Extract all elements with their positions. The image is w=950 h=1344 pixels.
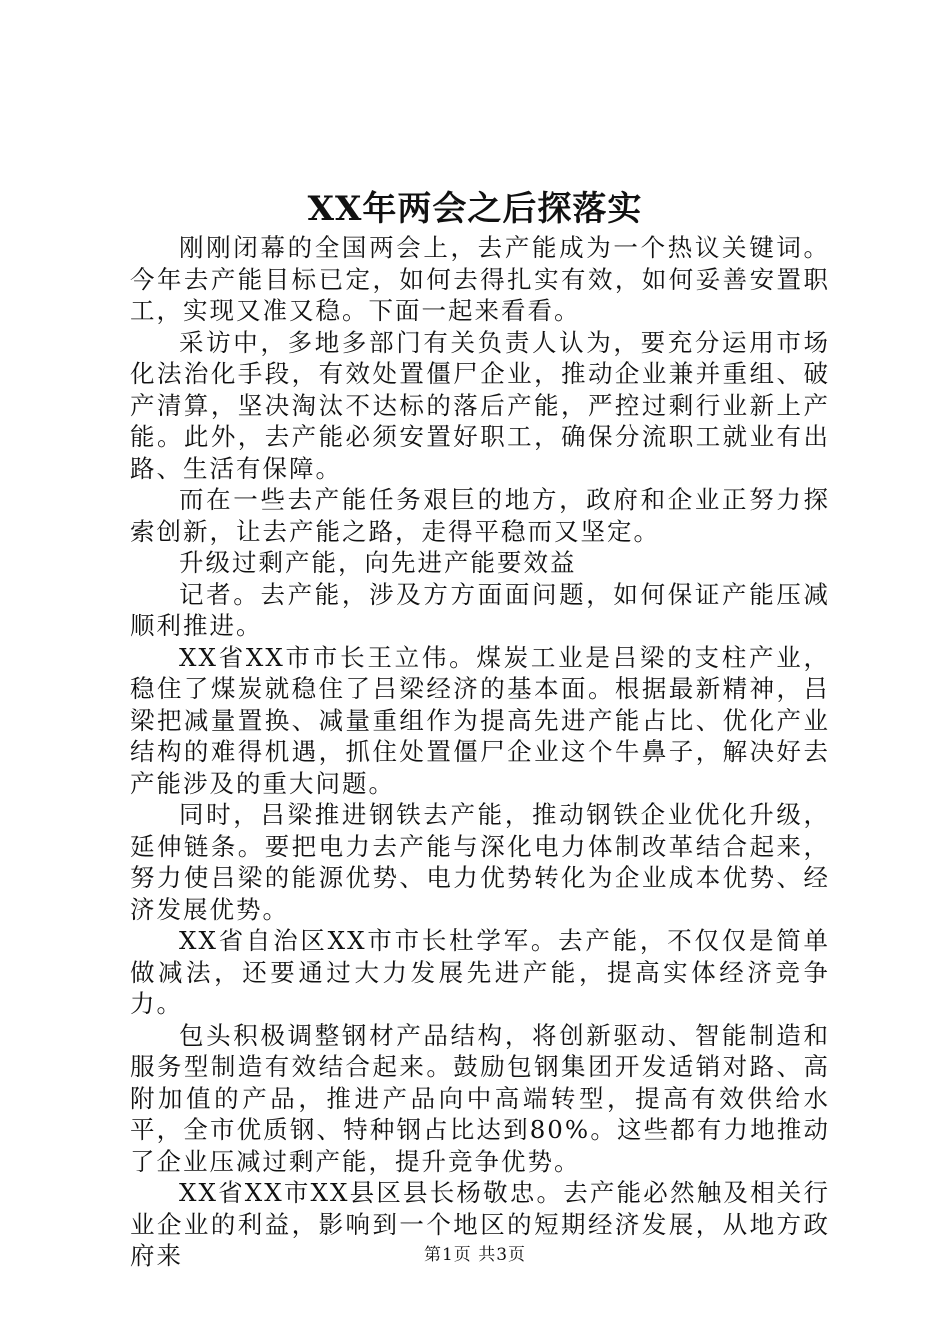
paragraph: 记者。去产能，涉及方方面面问题，如何保证产能压减顺利推进。 [130,579,830,640]
paragraph: XX省XX市XX县区县长杨敬忠。去产能必然触及相关行业企业的利益，影响到一个地区的短期经济发展，从地方政府来 [130,1178,830,1270]
paragraph: 采访中，多地多部门有关负责人认为，要充分运用市场化法治化手段，有效处置僵尸企业，推动企业兼并重组、破产清算，坚决淘汰不达标的落后产能，严控过剩行业新上产能。此外，去产能必须安置好职工，确保分流职工就业有出路、生活有保障。 [130,327,830,483]
document-title: XX年两会之后探落实 [307,189,643,229]
paragraph: 包头积极调整钢材产品结构，将创新驱动、智能制造和服务型制造有效结合起来。鼓励包钢集团开发适销对路、高附加值的产品，推进产品向中高端转型，提高有效供给水平，全市优质钢、特种钢占比达到80%。这些都有力地推动了企业压减过剩产能，提升竞争优势。 [130,1020,830,1176]
paragraph: XX省XX市市长王立伟。煤炭工业是吕梁的支柱产业，稳住了煤炭就稳住了吕梁经济的基本面。根据最新精神，吕梁把减量置换、减量重组作为提高先进产能占比、优化产业结构的难得机遇，抓住处置僵尸企业这个牛鼻子，解决好去产能涉及的重大问题。 [130,642,830,798]
paragraph: 同时，吕梁推进钢铁去产能，推动钢铁企业优化升级，延伸链条。要把电力去产能与深化电力体制改革结合起来，努力使吕梁的能源优势、电力优势转化为企业成本优势、经济发展优势。 [130,800,830,924]
page-footer: 第1页 共3页 [423,1245,527,1265]
document-body [130,232,830,1272]
section-heading: 升级过剩产能，向先进产能要效益 [179,548,577,577]
paragraph: 刚刚闭幕的全国两会上，去产能成为一个热议关键词。今年去产能目标已定，如何去得扎实有效，如何妥善安置职工，实现又准又稳。下面一起来看看。 [130,233,830,325]
paragraph: XX省自治区XX市市长杜学军。去产能，不仅仅是简单做减法，还要通过大力发展先进产能，提高实体经济竞争力。 [130,926,830,1018]
paragraph: 而在一些去产能任务艰巨的地方，政府和企业正努力探索创新，让去产能之路，走得平稳而又坚定。 [130,485,830,546]
